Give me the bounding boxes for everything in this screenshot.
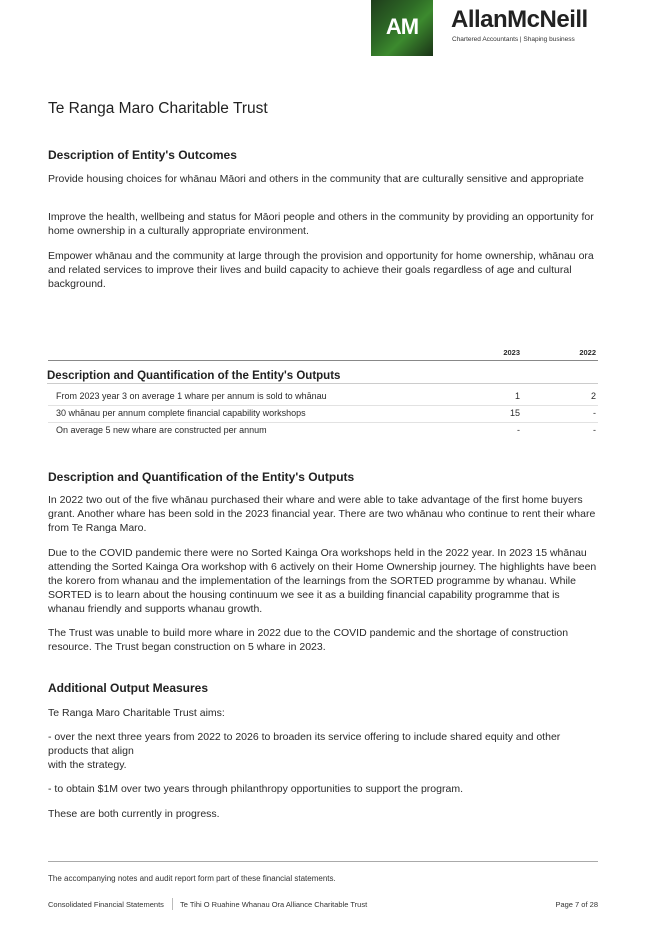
table-row [48,388,598,406]
footer-divider [48,861,598,862]
row-value-2023: 15 [509,408,520,418]
page-title: Te Ranga Maro Charitable Trust [48,100,268,117]
firm-logo [371,0,611,56]
table-row [48,405,598,423]
row-description: On average 5 new whare are constructed per annum [56,425,267,435]
measures-status: These are both currently in progress. [48,808,220,820]
column-header-2022: 2022 [579,348,596,357]
outcomes-paragraph-3: Empower whānau and the community at large through the provision and opportunity for home ownership, whānau ora and related services to improve their lives and build capacity to achieve their goals regardless of age and cultural background. [48,250,594,290]
footer-document-name: Consolidated Financial Statements [48,900,164,909]
outcomes-paragraph-1: Provide housing choices for whānau Māori and others in the community that are culturally sensitive and appropriate [48,173,584,185]
footer-note: The accompanying notes and audit report form part of these financial statements. [48,874,336,883]
row-value-2022: - [593,425,596,435]
measure-item-1: - over the next three years from 2022 to 2026 to broaden its service offering to include shared equity and other products that align [48,731,561,757]
outputs-paragraph-1: In 2022 two out of the five whānau purchased their whare and were able to take advantage of the first home buyers grant. Another whare has been sold in the 2023 financial year. There are two whānau who continue to rent their whare from Te Ranga Maro. [48,494,596,534]
row-value-2023: - [517,425,520,435]
logo-mark-box [371,0,433,56]
additional-measures-heading: Additional Output Measures [48,681,209,695]
row-value-2022: 2 [590,391,596,401]
outputs-table-title: Description and Quantification of the Entity's Outputs [47,370,598,384]
row-description: 30 whānau per annum complete financial capability workshops [56,408,306,418]
row-description: From 2023 year 3 on average 1 whare per annum is sold to whānau [56,391,327,401]
row-value-2022: - [593,408,596,418]
logo-tagline: Chartered Accountants | Shaping business [452,36,575,43]
outcomes-heading: Description of Entity's Outcomes [48,148,237,162]
footer-entity-name: Te Tihi O Ruahine Whanau Ora Alliance Charitable Trust [180,900,368,909]
measure-item-2: - to obtain $1M over two years through philanthropy opportunities to support the program. [48,783,463,795]
outputs-heading: Description and Quantification of the Entity's Outputs [48,470,355,484]
table-row [48,422,598,439]
outputs-paragraph-2: Due to the COVID pandemic there were no Sorted Kainga Ora workshops held in the 2022 year. In 2023 15 whānau attending the Sorted Kainga Ora workshop with 6 actively on their Home Ownership journey. The highlights have been the korero from whanau and the implementation of the learnings from the SORTED programme by whanau. While SORTED is to learn about the housing continuum we see it as a building financial capability programme that is whanau friendly and supports whanau growth. [48,547,597,615]
footer-separator [172,898,173,910]
additional-measures-intro: Te Ranga Maro Charitable Trust aims: [48,707,225,719]
page-number: Page 7 of 28 [555,900,598,909]
outcomes-paragraph-2: Improve the health, wellbeing and status for Māori people and others in the community by providing an opportunity for home ownership in a culturally appropriate environment. [48,211,594,237]
logo-firm-name: AllanMcNeill [451,6,588,33]
outputs-paragraph-3: The Trust was unable to build more whare in 2022 due to the COVID pandemic and the shortage of construction resource. The Trust began construction on 5 whare in 2023. [48,627,569,653]
table-column-headers [48,345,598,361]
column-header-2023: 2023 [503,348,520,357]
logo-mark-text: AM [385,14,419,39]
measure-item-1-continued: with the strategy. [48,759,127,771]
row-value-2023: 1 [514,391,520,401]
